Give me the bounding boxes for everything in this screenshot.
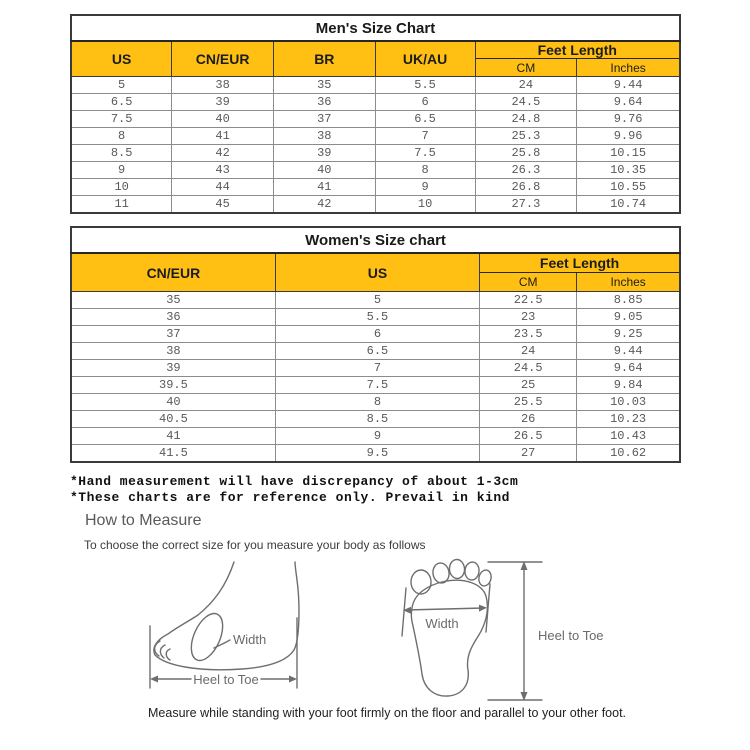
table-row <box>71 77 680 94</box>
table-cell: 7.5 <box>375 145 475 162</box>
table-cell: 10 <box>71 179 172 196</box>
side-foot-width-loop <box>185 609 229 665</box>
mens-col-header-uk-au: UK/AU <box>375 41 475 77</box>
table-cell: 37 <box>71 326 275 343</box>
mens-col-header-us: US <box>71 41 172 77</box>
table-cell: 25.3 <box>475 128 577 145</box>
table-cell: 9.05 <box>577 309 680 326</box>
table-cell: 8 <box>375 162 475 179</box>
mens-col-header-cm: CM <box>475 59 577 77</box>
table-row <box>71 428 680 445</box>
table-cell: 25 <box>480 377 577 394</box>
table-cell: 25.5 <box>480 394 577 411</box>
table-cell: 43 <box>172 162 274 179</box>
side-foot-width-label: Width <box>233 632 267 647</box>
table-cell: 9.64 <box>577 360 680 377</box>
table-cell: 10.23 <box>577 411 680 428</box>
table-cell: 5 <box>275 292 479 309</box>
table-cell: 36 <box>71 309 275 326</box>
table-cell: 27 <box>480 445 577 463</box>
table-cell: 22.5 <box>480 292 577 309</box>
how-to-measure-heading: How to Measure <box>85 512 202 529</box>
table-row <box>71 111 680 128</box>
table-cell: 6.5 <box>375 111 475 128</box>
table-cell: 26 <box>480 411 577 428</box>
top-foot-diagram <box>390 556 612 708</box>
side-foot-outline <box>154 562 299 670</box>
womens-header-row <box>71 253 680 273</box>
table-row <box>71 343 680 360</box>
mens-table-title: Men's Size Chart <box>71 15 680 41</box>
table-cell: 40 <box>172 111 274 128</box>
womens-col-header-inches: Inches <box>577 273 680 292</box>
top-foot-width-label: Width <box>425 616 459 631</box>
womens-table-title: Women's Size chart <box>71 227 680 253</box>
table-cell: 5 <box>71 77 172 94</box>
table-cell: 10.43 <box>577 428 680 445</box>
table-cell: 9.64 <box>577 94 680 111</box>
side-foot-length-label: Heel to Toe <box>193 672 259 687</box>
side-foot-width-leader <box>214 640 230 648</box>
table-cell: 8.5 <box>71 145 172 162</box>
table-row <box>71 326 680 343</box>
mens-title-row <box>71 15 680 41</box>
womens-col-header-us: US <box>275 253 479 292</box>
table-cell: 42 <box>273 196 375 214</box>
table-cell: 35 <box>71 292 275 309</box>
womens-col-header-feet-length: Feet Length <box>480 253 680 273</box>
table-cell: 41 <box>172 128 274 145</box>
table-cell: 24.5 <box>475 94 577 111</box>
table-cell: 10.03 <box>577 394 680 411</box>
top-foot-sole-outline <box>411 580 487 696</box>
table-row <box>71 377 680 394</box>
table-row <box>71 411 680 428</box>
table-cell: 38 <box>71 343 275 360</box>
top-foot-width-right-tick <box>486 584 490 632</box>
table-cell: 10.35 <box>577 162 680 179</box>
mens-col-header-feet-length: Feet Length <box>475 41 680 59</box>
table-row <box>71 196 680 214</box>
table-cell: 24 <box>475 77 577 94</box>
table-cell: 10.15 <box>577 145 680 162</box>
top-foot-length-label: Heel to Toe <box>538 628 604 643</box>
table-cell: 39.5 <box>71 377 275 394</box>
mens-size-table <box>70 14 681 214</box>
reference-notes <box>70 474 518 506</box>
table-row <box>71 128 680 145</box>
table-row <box>71 394 680 411</box>
table-cell: 41 <box>71 428 275 445</box>
table-row <box>71 162 680 179</box>
table-row <box>71 94 680 111</box>
table-cell: 8.5 <box>275 411 479 428</box>
table-cell: 41.5 <box>71 445 275 463</box>
table-cell: 10.74 <box>577 196 680 214</box>
table-cell: 7.5 <box>71 111 172 128</box>
table-cell: 7 <box>375 128 475 145</box>
top-foot-toe-3 <box>449 559 465 579</box>
table-cell: 24.8 <box>475 111 577 128</box>
table-cell: 7.5 <box>275 377 479 394</box>
table-cell: 39 <box>172 94 274 111</box>
table-cell: 9 <box>375 179 475 196</box>
table-cell: 26.8 <box>475 179 577 196</box>
table-cell: 24 <box>480 343 577 360</box>
table-row <box>71 445 680 463</box>
table-cell: 11 <box>71 196 172 214</box>
table-row <box>71 309 680 326</box>
table-row <box>71 145 680 162</box>
table-cell: 6 <box>375 94 475 111</box>
table-cell: 24.5 <box>480 360 577 377</box>
table-cell: 6.5 <box>71 94 172 111</box>
table-cell: 23.5 <box>480 326 577 343</box>
table-cell: 45 <box>172 196 274 214</box>
table-cell: 37 <box>273 111 375 128</box>
table-cell: 5.5 <box>375 77 475 94</box>
how-to-measure-subheading: To choose the correct size for you measure your body as follows <box>84 538 426 552</box>
table-cell: 9 <box>275 428 479 445</box>
mens-col-header-inches: Inches <box>577 59 680 77</box>
mens-header-row <box>71 41 680 59</box>
top-foot-toe-4 <box>464 561 480 580</box>
table-cell: 8 <box>71 128 172 145</box>
table-cell: 26.3 <box>475 162 577 179</box>
top-foot-width-left-tick <box>402 588 406 636</box>
table-cell: 9.96 <box>577 128 680 145</box>
table-cell: 23 <box>480 309 577 326</box>
table-cell: 7 <box>275 360 479 377</box>
womens-title-row <box>71 227 680 253</box>
measure-caption: Measure while standing with your foot firmly on the floor and parallel to your other foot. <box>148 706 627 720</box>
table-cell: 6.5 <box>275 343 479 360</box>
table-row <box>71 179 680 196</box>
womens-col-header-cm: CM <box>480 273 577 292</box>
note-line-1: *Hand measurement will have discrepancy of about 1-3cm <box>70 474 519 489</box>
table-cell: 10.55 <box>577 179 680 196</box>
table-cell: 40 <box>71 394 275 411</box>
table-cell: 8 <box>275 394 479 411</box>
table-cell: 39 <box>273 145 375 162</box>
table-row <box>71 360 680 377</box>
table-cell: 40 <box>273 162 375 179</box>
table-cell: 26.5 <box>480 428 577 445</box>
table-cell: 40.5 <box>71 411 275 428</box>
table-cell: 39 <box>71 360 275 377</box>
mens-col-header-br: BR <box>273 41 375 77</box>
table-cell: 38 <box>172 77 274 94</box>
table-cell: 41 <box>273 179 375 196</box>
table-cell: 9.25 <box>577 326 680 343</box>
table-cell: 25.8 <box>475 145 577 162</box>
table-cell: 35 <box>273 77 375 94</box>
table-cell: 42 <box>172 145 274 162</box>
table-cell: 5.5 <box>275 309 479 326</box>
table-cell: 10.62 <box>577 445 680 463</box>
table-cell: 44 <box>172 179 274 196</box>
note-line-2: *These charts are for reference only. Prevail in kind <box>70 490 510 505</box>
table-cell: 9.84 <box>577 377 680 394</box>
table-cell: 27.3 <box>475 196 577 214</box>
womens-col-header-cn-eur: CN/EUR <box>71 253 275 292</box>
table-cell: 9.44 <box>577 77 680 94</box>
table-cell: 9.76 <box>577 111 680 128</box>
side-foot-diagram <box>144 560 322 706</box>
table-cell: 6 <box>275 326 479 343</box>
table-cell: 9 <box>71 162 172 179</box>
mens-col-header-cn-eur: CN/EUR <box>172 41 274 77</box>
table-row <box>71 292 680 309</box>
table-cell: 36 <box>273 94 375 111</box>
table-cell: 9.44 <box>577 343 680 360</box>
top-foot-toe-1 <box>411 570 431 594</box>
table-cell: 10 <box>375 196 475 214</box>
table-cell: 9.5 <box>275 445 479 463</box>
womens-size-table <box>70 226 681 463</box>
table-cell: 38 <box>273 128 375 145</box>
table-cell: 8.85 <box>577 292 680 309</box>
